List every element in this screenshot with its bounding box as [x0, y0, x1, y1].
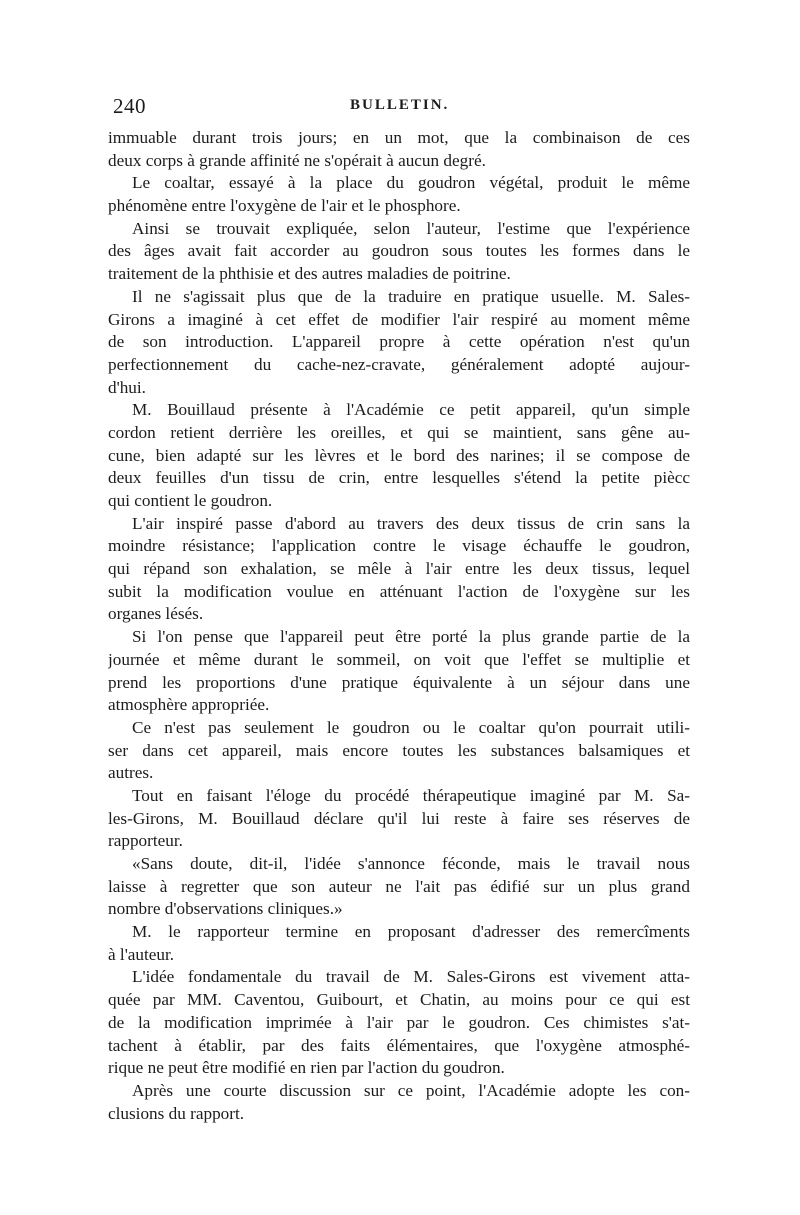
text-line: Ainsi se trouvait expliquée, selon l'auteur, l'estime que l'expérience — [132, 218, 690, 238]
text-line: qui contient le goudron. — [108, 491, 273, 510]
text-line: tachent à établir, par des faits élémentaires, que l'oxygène atmosphé- — [108, 1035, 690, 1055]
text-line: perfectionnement du cache-nez-cravate, généralement adopté aujour- — [108, 354, 690, 374]
text-line: Ce n'est pas seulement le goudron ou le coaltar qu'on pourrait utili- — [132, 717, 690, 737]
text-line: Girons a imaginé à cet effet de modifier l'air respiré au moment même — [108, 309, 690, 329]
text-line: d'hui. — [108, 377, 146, 397]
text-line: Le coaltar, essayé à la place du goudron végétal, produit le même — [132, 173, 690, 193]
text-line: laisse à regretter que son auteur ne l'ait pas édifié sur un plus grand — [108, 876, 690, 896]
body-text — [108, 127, 690, 1125]
journal-title: BULLETIN. — [350, 97, 450, 113]
text-line: clusions du rapport. — [108, 1103, 245, 1123]
text-line: organes lésés. — [108, 604, 204, 624]
text-line: rique ne peut être modifié en rien par l'action du goudron. — [108, 1058, 505, 1078]
text-line: de son introduction. L'appareil propre à cette opération n'est qu'un — [108, 332, 690, 352]
text-line: Il ne s'agissait plus que de la traduire en pratique usuelle. M. Sales- — [132, 286, 690, 306]
text-line: M. Bouillaud présente à l'Académie ce petit appareil, qu'un simple — [132, 400, 690, 420]
text-line: deux feuilles d'un tissu de crin, entre lesquelles s'étend la petite piècc — [108, 468, 690, 488]
text-line: de la modification imprimée à l'air par le goudron. Ces chimistes s'at- — [108, 1012, 690, 1032]
page-number: 240 — [113, 94, 146, 118]
text-line: prend les proportions d'une pratique équivalente à un séjour dans une — [108, 672, 690, 692]
text-line: qui répand son exhalation, se mêle à l'air entre les deux tissus, lequel — [108, 559, 690, 579]
text-line: rapporteur. — [108, 831, 183, 851]
text-line: immuable durant trois jours; en un mot, que la combinaison de ces — [108, 128, 690, 147]
text-line: subit la modification voulue en atténuant l'action de l'oxygène sur les — [108, 581, 690, 601]
text-line: des âges avait fait accorder au goudron sous toutes les formes dans le — [108, 241, 690, 261]
text-line: Si l'on pense que l'appareil peut être porté la plus grande partie de la — [132, 627, 690, 647]
text-line: Tout en faisant l'éloge du procédé thérapeutique imaginé par M. Sa- — [132, 785, 690, 805]
text-line: les-Girons, M. Bouillaud déclare qu'il lui reste à faire ses réserves de — [108, 808, 690, 828]
text-line: à l'auteur. — [108, 944, 175, 964]
text-line: L'air inspiré passe d'abord au travers des deux tissus de crin sans la — [132, 513, 690, 533]
text-line: L'idée fondamentale du travail de M. Sales-Girons est vivement atta- — [132, 967, 690, 987]
text-line: Après une courte discussion sur ce point, l'Académie adopte les con- — [132, 1080, 690, 1100]
running-head — [113, 94, 688, 124]
text-line: «Sans doute, dit-il, l'idée s'annonce féconde, mais le travail nous — [132, 854, 690, 873]
text-line: moindre résistance; l'application contre le visage échauffe le goudron, — [108, 536, 690, 556]
text-line: deux corps à grande affinité ne s'opérait à aucun degré. — [108, 150, 486, 170]
text-line: journée et même durant le sommeil, on voit que l'effet se multiplie et — [108, 649, 690, 669]
text-line: autres. — [108, 763, 154, 783]
text-line: traitement de la phthisie et des autres maladies de poitrine. — [108, 264, 511, 284]
text-line: cordon retient derrière les oreilles, et qui se maintient, sans gêne au- — [108, 422, 690, 442]
text-line: atmosphère appropriée. — [108, 695, 270, 715]
text-line: M. le rapporteur termine en proposant d'adresser des remercîments — [132, 922, 690, 942]
text-line: nombre d'observations cliniques.» — [108, 899, 343, 919]
text-line: quée par MM. Caventou, Guibourt, et Chatin, au moins pour ce qui est — [108, 990, 690, 1010]
text-line: cune, bien adapté sur les lèvres et le bord des narines; il se compose de — [108, 445, 690, 465]
text-line: ser dans cet appareil, mais encore toutes les substances balsamiques et — [108, 740, 690, 760]
text-line: phénomène entre l'oxygène de l'air et le phosphore. — [108, 196, 461, 216]
